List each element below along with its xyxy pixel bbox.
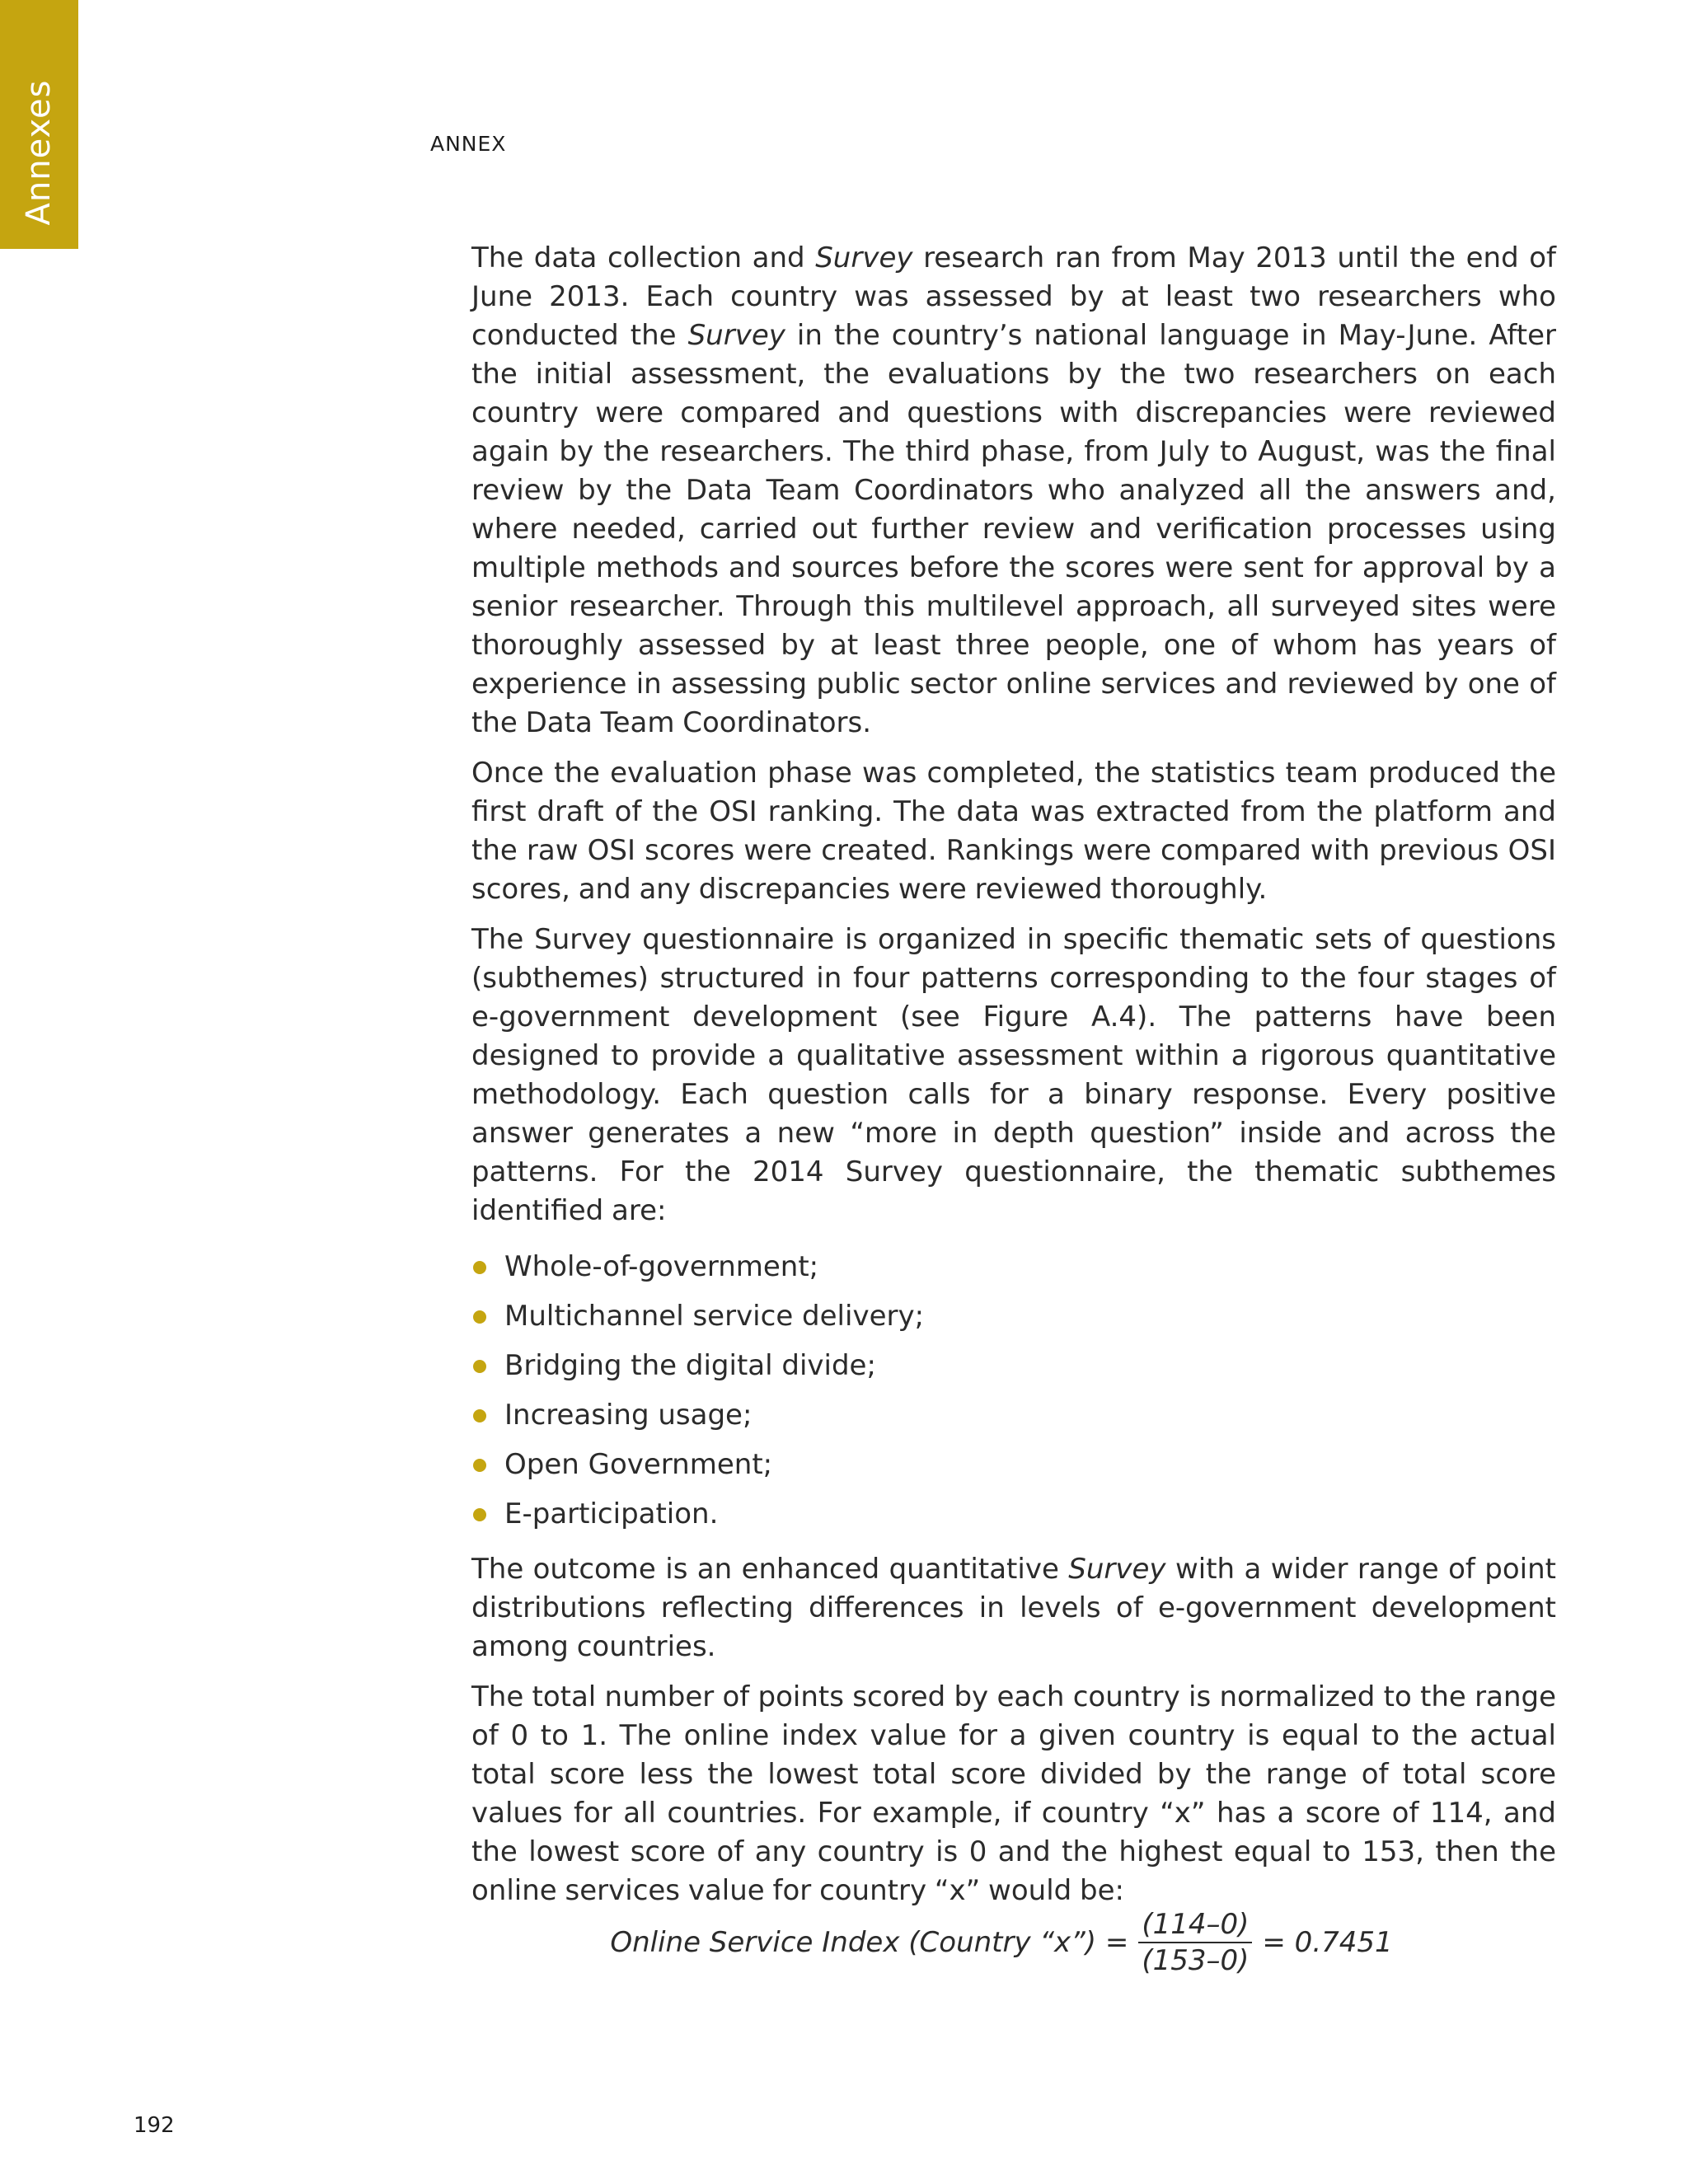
paragraph-text: The data collection and [471, 241, 816, 274]
emphasis-survey: Survey [815, 241, 913, 274]
bullet-dot-icon [473, 1261, 486, 1274]
list-item-text: Open Government; [504, 1448, 773, 1481]
bullet-dot-icon [473, 1310, 486, 1324]
bullet-dot-icon [473, 1508, 486, 1521]
paragraph-questionnaire: The Survey questionnaire is organized in specific thematic sets of questions (subthemes) structured in four patterns corresponding to the four stages of e-government development (see Figure A.4). The patterns have been designed to provide a qualitative assessment within a rigorous quantitative methodology. Each question calls for a binary response. Every positive answer generates a new “more in depth question” inside and across the patterns. For the 2014 Survey questionnaire, the thematic subthemes identified are: [471, 923, 1556, 1227]
list-item-text: Whole-of-government; [504, 1250, 819, 1283]
list-item [471, 1390, 1556, 1440]
list-item [471, 1489, 1556, 1539]
list-item [471, 1440, 1556, 1489]
section-tab-label: Annexes [20, 79, 58, 226]
list-item-text: Increasing usage; [504, 1399, 753, 1432]
paragraph-outcome [471, 1550, 1556, 1666]
bullet-dot-icon [473, 1459, 486, 1472]
list-item-text: Multichannel service delivery; [504, 1300, 925, 1333]
page-number: 192 [134, 2113, 175, 2138]
formula-numerator: (114–0) [1138, 1907, 1252, 1943]
list-item [471, 1341, 1556, 1390]
formula-lhs: Online Service Index (Country “x”) = [610, 1925, 1129, 1959]
list-item-text: E-participation. [504, 1497, 719, 1530]
formula-denominator: (153–0) [1142, 1944, 1250, 1977]
list-item [471, 1291, 1556, 1341]
osi-formula [447, 1907, 1556, 1978]
paragraph-text: research ran from May 2013 until the end of June 2013. Each country was assessed by at least two researchers who conducted the [471, 241, 1556, 352]
paragraph-evaluation-phase: Once the evaluation phase was completed, the statistics team produced the first draft of the OSI ranking. The data was extracted from the platform and the raw OSI scores were created. Rankings were compared with previous OSI scores, and any discrepancies were reviewed thoroughly. [471, 757, 1556, 906]
running-head: ANNEX [430, 132, 507, 156]
paragraph-text: in the country’s national language in May-June. After the initial assessment, the evaluations by the two researchers on each country were compared and questions with discrepancies were reviewed again by the researchers. The third phase, from July to August, was the final review by the Data Team Coordinators who analyzed all the answers and, where needed, carried out further review and verification processes using multiple methods and sources before the scores were sent for approval by a senior researcher. Through this multilevel approach, all surveyed sites were thoroughly assessed by at least three people, one of whom has years of experience in assessing public sector online services and reviewed by one of the Data Team Coordinators. [471, 319, 1556, 739]
paragraph-text: The outcome is an enhanced quantitative [471, 1553, 1069, 1586]
formula-rhs: = 0.7451 [1262, 1925, 1393, 1959]
formula-fraction [1138, 1907, 1252, 1978]
subthemes-list [471, 1242, 1556, 1539]
body-text [471, 239, 1556, 1978]
bullet-dot-icon [473, 1409, 486, 1422]
bullet-dot-icon [473, 1360, 486, 1373]
list-item-text: Bridging the digital divide; [504, 1349, 876, 1382]
section-tab [0, 0, 78, 249]
paragraph-data-collection [471, 239, 1556, 743]
paragraph-normalization: The total number of points scored by each country is normalized to the range of 0 to 1. The online index value for a given country is equal to the actual total score less the lowest total score divided by the range of total score values for all countries. For example, if country “x” has a score of 114, and the lowest score of any country is 0 and the highest equal to 153, then the online services value for country “x” would be: [471, 1680, 1556, 1907]
emphasis-survey: Survey [1068, 1553, 1166, 1586]
emphasis-survey: Survey [687, 319, 785, 352]
list-item [471, 1242, 1556, 1291]
paragraph-text: with a wider range of point distributions reflecting differences in levels of e-government development among countries. [471, 1553, 1556, 1663]
